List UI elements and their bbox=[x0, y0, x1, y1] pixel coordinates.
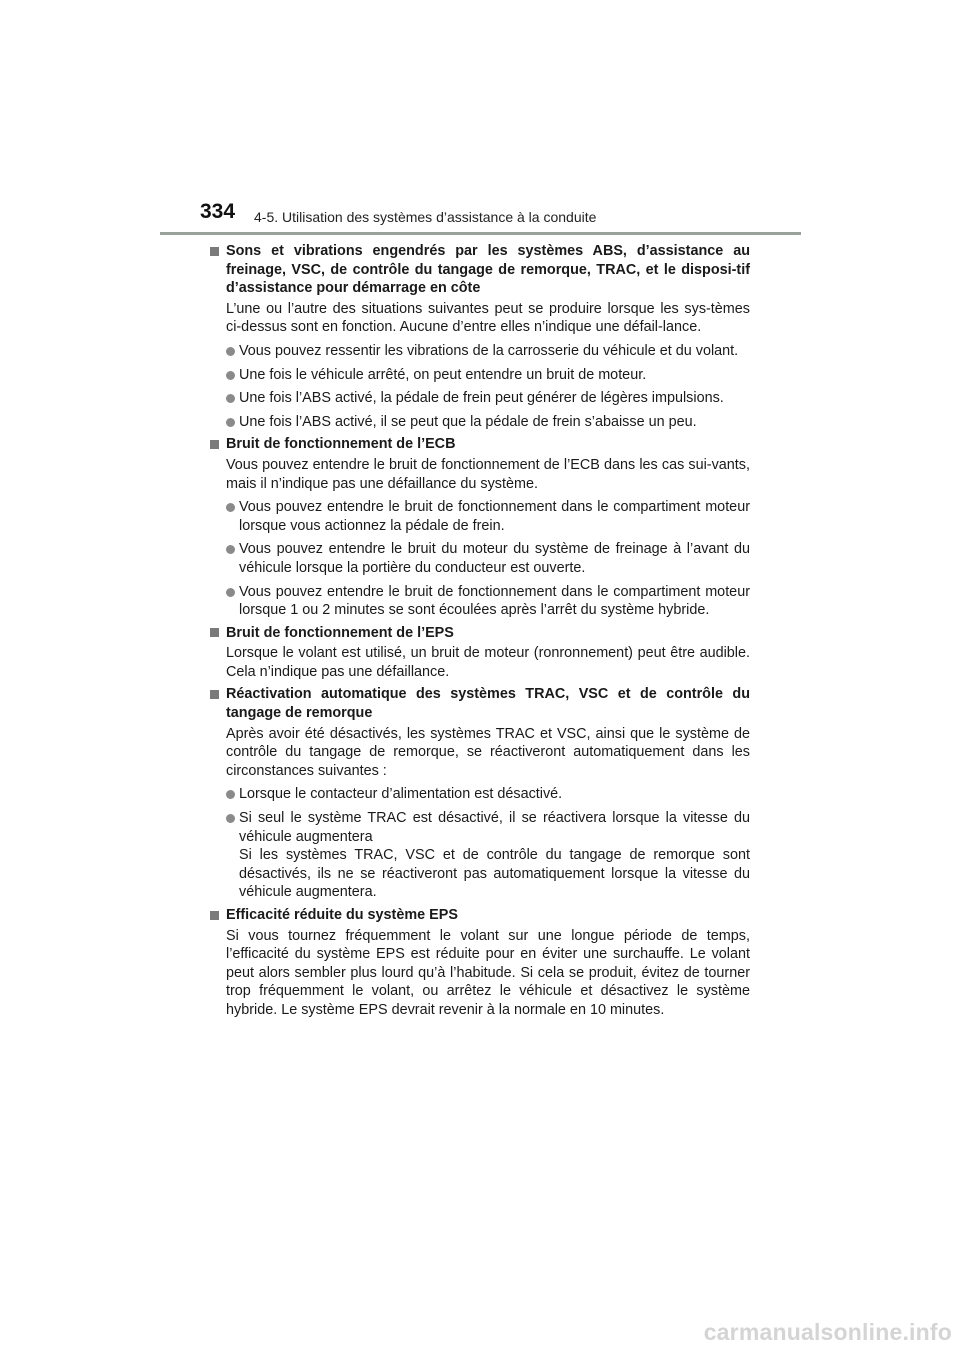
square-bullet-icon bbox=[210, 628, 219, 637]
list-item-text: Vous pouvez entendre le bruit de fonctionnement dans le compartiment moteur lorsque 1 ou 2 minutes se sont écoulées après l’arrêt du système hybride. bbox=[239, 583, 750, 619]
section-heading bbox=[210, 624, 750, 643]
square-bullet-icon bbox=[210, 690, 219, 699]
circle-bullet-icon bbox=[226, 588, 235, 597]
watermark: carmanualsonline.info bbox=[703, 1319, 952, 1345]
list-item-text: Une fois l’ABS activé, il se peut que la pédale de frein s’abaisse un peu. bbox=[239, 413, 697, 430]
section-eps-reduced-efficiency bbox=[210, 906, 750, 1020]
section-paragraph: Lorsque le volant est utilisé, un bruit de moteur (ronronnement) peut être audible. Cela n’indique pas une défaillance. bbox=[226, 645, 750, 680]
running-header: 4-5. Utilisation des systèmes d’assistance à la conduite bbox=[254, 209, 597, 225]
list-item-text: Vous pouvez entendre le bruit du moteur du système de freinage à l’avant du véhicule lorsque la portière du conducteur est ouverte. bbox=[239, 541, 750, 576]
circle-bullet-icon bbox=[226, 347, 235, 356]
square-bullet-icon bbox=[210, 911, 219, 920]
circle-bullet-icon bbox=[226, 503, 235, 512]
section-abs-vsc-sounds bbox=[210, 242, 750, 431]
list-item bbox=[226, 342, 750, 361]
square-bullet-icon bbox=[210, 247, 219, 256]
section-paragraph: L’une ou l’autre des situations suivantes peut se produire lorsque les sys-tèmes ci-dessus sont en fonction. Aucune d’entre elles n’indique une défail-lance. bbox=[226, 300, 750, 336]
circle-bullet-icon bbox=[226, 418, 235, 427]
circle-bullet-icon bbox=[226, 814, 235, 823]
list-item-text: Si seul le système TRAC est désactivé, il se réactivera lorsque la vitesse du véhicule augmentera bbox=[239, 810, 750, 845]
list-item bbox=[226, 366, 750, 385]
list-item bbox=[226, 583, 750, 620]
section-title: Bruit de fonctionnement de l’EPS bbox=[226, 624, 454, 641]
list-item bbox=[226, 809, 750, 902]
section-title: Bruit de fonctionnement de l’ECB bbox=[226, 436, 456, 453]
list-item-subtext: Si les systèmes TRAC, VSC et de contrôle du tangage de remorque sont désactivés, ils ne se réactiveront pas automatiquement lorsque la vitesse du véhicule augmentera. bbox=[239, 847, 750, 901]
circle-bullet-icon bbox=[226, 545, 235, 554]
list-item-text: Vous pouvez entendre le bruit de fonctionnement dans le compartiment moteur lorsque vous actionnez la pédale de frein. bbox=[239, 499, 750, 534]
section-heading bbox=[210, 906, 750, 925]
section-paragraph: Après avoir été désactivés, les systèmes TRAC et VSC, ainsi que le système de contrôle du tangage de remorque, se réactiveront automatiquement dans les circonstances suivantes : bbox=[226, 725, 750, 779]
section-eps-noise bbox=[210, 624, 750, 682]
list-item-text: Une fois l’ABS activé, la pédale de frein peut générer de légères impulsions. bbox=[239, 390, 724, 407]
section-heading bbox=[210, 435, 750, 454]
circle-bullet-icon bbox=[226, 790, 235, 799]
list-item bbox=[226, 389, 750, 408]
section-title: Sons et vibrations engendrés par les systèmes ABS, d’assistance au freinage, VSC, de contrôle du tangage de remorque, TRAC, et le disposi-tif d’assistance pour démarrage en côte bbox=[226, 243, 750, 297]
page-number: 334 bbox=[200, 200, 236, 223]
section-heading bbox=[210, 242, 750, 298]
section-auto-reactivation bbox=[210, 685, 750, 902]
list-item bbox=[226, 785, 750, 804]
list-item bbox=[226, 413, 750, 432]
section-ecb-noise bbox=[210, 435, 750, 619]
list-item-text: Vous pouvez ressentir les vibrations de la carrosserie du véhicule et du volant. bbox=[239, 342, 739, 359]
section-paragraph: Si vous tournez fréquemment le volant sur une longue période de temps, l’efficacité du système EPS est réduite pour en éviter une surchauffe. Le volant peut alors sembler plus lourd qu’à l’habitude. Si cela se produit, évitez de tourner trop fréquemment le volant, ou arrêtez le véhicule et désactivez le système hybride. Le système EPS devrait revenir à la normale en 10 minutes. bbox=[226, 927, 750, 1018]
list-item bbox=[226, 498, 750, 535]
circle-bullet-icon bbox=[226, 371, 235, 380]
list-item-text: Une fois le véhicule arrêté, on peut entendre un bruit de moteur. bbox=[239, 366, 647, 383]
section-title: Efficacité réduite du système EPS bbox=[226, 907, 458, 923]
circle-bullet-icon bbox=[226, 394, 235, 403]
list-item-content bbox=[239, 809, 750, 902]
list-item-text: Lorsque le contacteur d’alimentation est désactivé. bbox=[239, 786, 563, 803]
header-rule bbox=[160, 232, 801, 235]
section-heading bbox=[210, 685, 750, 722]
square-bullet-icon bbox=[210, 440, 219, 449]
section-paragraph: Vous pouvez entendre le bruit de fonctionnement de l’ECB dans les cas sui-vants, mais il n’indique pas une défaillance du système. bbox=[226, 456, 750, 492]
list-item bbox=[226, 540, 750, 577]
page-content bbox=[210, 242, 750, 1024]
section-title: Réactivation automatique des systèmes TRAC, VSC et de contrôle du tangage de remorque bbox=[226, 686, 750, 722]
